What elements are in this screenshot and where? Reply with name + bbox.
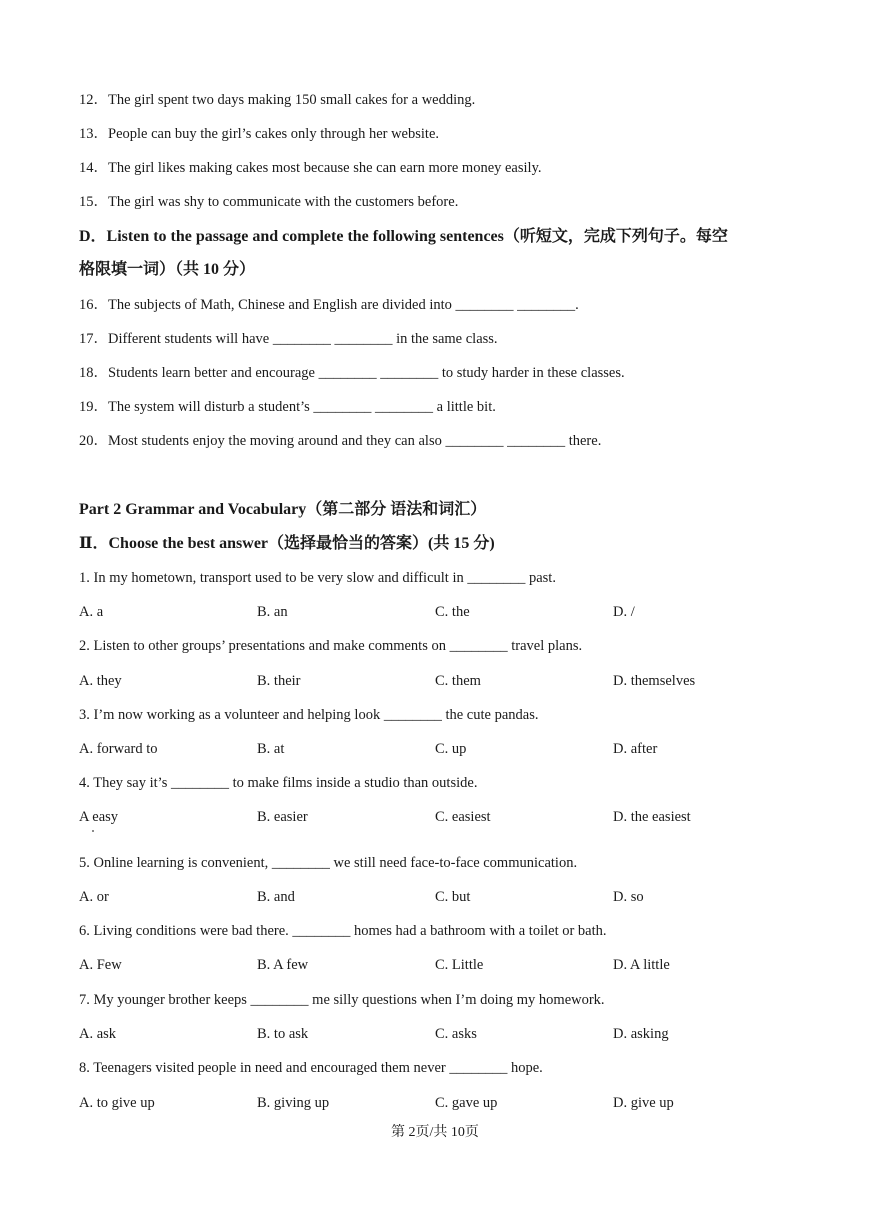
mc-question-3: 3. I’m now working as a volunteer and helping look ________ the cute pandas. [79, 707, 539, 723]
question-16: 16．The subjects of Math, Chinese and English are divided into ________ ________. [79, 297, 579, 313]
option-d: D. asking [613, 1026, 669, 1042]
option-d: D. so [613, 889, 644, 905]
part2-heading: Part 2 Grammar and Vocabulary（第二部分 语法和词汇） [79, 501, 487, 518]
option-b: B. giving up [257, 1095, 330, 1111]
option-a: A. ask [79, 1026, 117, 1042]
option-d: D. A little [613, 957, 670, 973]
option-c: C. gave up [435, 1095, 498, 1111]
stray-dot [92, 830, 94, 832]
option-a: A. a [79, 604, 104, 620]
section-d-heading-line1: D．Listen to the passage and complete the following sentences（听短文，完成下列句子。每空 [79, 228, 728, 245]
option-a: A. forward to [79, 741, 158, 757]
option-a: A. or [79, 889, 109, 905]
option-c: C. easiest [435, 809, 491, 825]
option-c: C. them [435, 673, 481, 689]
question-20: 20．Most students enjoy the moving around and they can also ________ ________ there. [79, 433, 602, 449]
option-c: C. up [435, 741, 467, 757]
option-c: C. asks [435, 1026, 477, 1042]
mc-question-4: 4. They say it’s ________ to make films inside a studio than outside. [79, 775, 478, 791]
mc-question-1: 1. In my hometown, transport used to be very slow and difficult in ________ past. [79, 570, 556, 586]
option-a: A easy [79, 809, 119, 825]
option-b: B. their [257, 673, 301, 689]
option-c: C. the [435, 604, 470, 620]
question-18: 18．Students learn better and encourage ________ ________ to study harder in these classes. [79, 365, 625, 381]
option-a: A. to give up [79, 1095, 155, 1111]
option-c: C. but [435, 889, 471, 905]
option-b: B. and [257, 889, 295, 905]
question-19: 19．The system will disturb a student’s ________ ________ a little bit. [79, 399, 496, 415]
option-d: D. after [613, 741, 658, 757]
option-b: B. A few [257, 957, 309, 973]
option-d: D. give up [613, 1095, 674, 1111]
mc-question-7: 7. My younger brother keeps ________ me silly questions when I’m doing my homework. [79, 992, 605, 1008]
option-b: B. at [257, 741, 285, 757]
option-b: B. an [257, 604, 288, 620]
question-14: 14．The girl likes making cakes most because she can earn more money easily. [79, 160, 542, 176]
option-a: A. they [79, 673, 122, 689]
question-17: 17．Different students will have ________ ________ in the same class. [79, 331, 498, 347]
question-15: 15．The girl was shy to communicate with the customers before. [79, 194, 459, 210]
section-ii-heading: Ⅱ．Choose the best answer（选择最恰当的答案）(共 15 分) [79, 535, 495, 552]
mc-question-8: 8. Teenagers visited people in need and encouraged them never ________ hope. [79, 1060, 543, 1076]
option-d: D. / [613, 604, 635, 620]
question-12: 12．The girl spent two days making 150 small cakes for a wedding. [79, 92, 476, 108]
option-a: A. Few [79, 957, 122, 973]
option-d: D. themselves [613, 673, 696, 689]
option-d: D. the easiest [613, 809, 691, 825]
page-number-footer: 第 2页/共 10页 [391, 1125, 479, 1140]
mc-question-2: 2. Listen to other groups’ presentations and make comments on ________ travel plans. [79, 638, 583, 654]
mc-question-6: 6. Living conditions were bad there. ________ homes had a bathroom with a toilet or bath. [79, 923, 607, 939]
question-13: 13．People can buy the girl’s cakes only through her website. [79, 126, 440, 142]
option-b: B. easier [257, 809, 308, 825]
section-d-heading-line2: 格限填一词）（共 10 分） [79, 261, 256, 278]
option-b: B. to ask [257, 1026, 309, 1042]
mc-question-5: 5. Online learning is convenient, ________ we still need face-to-face communication. [79, 855, 578, 871]
option-c: C. Little [435, 957, 484, 973]
